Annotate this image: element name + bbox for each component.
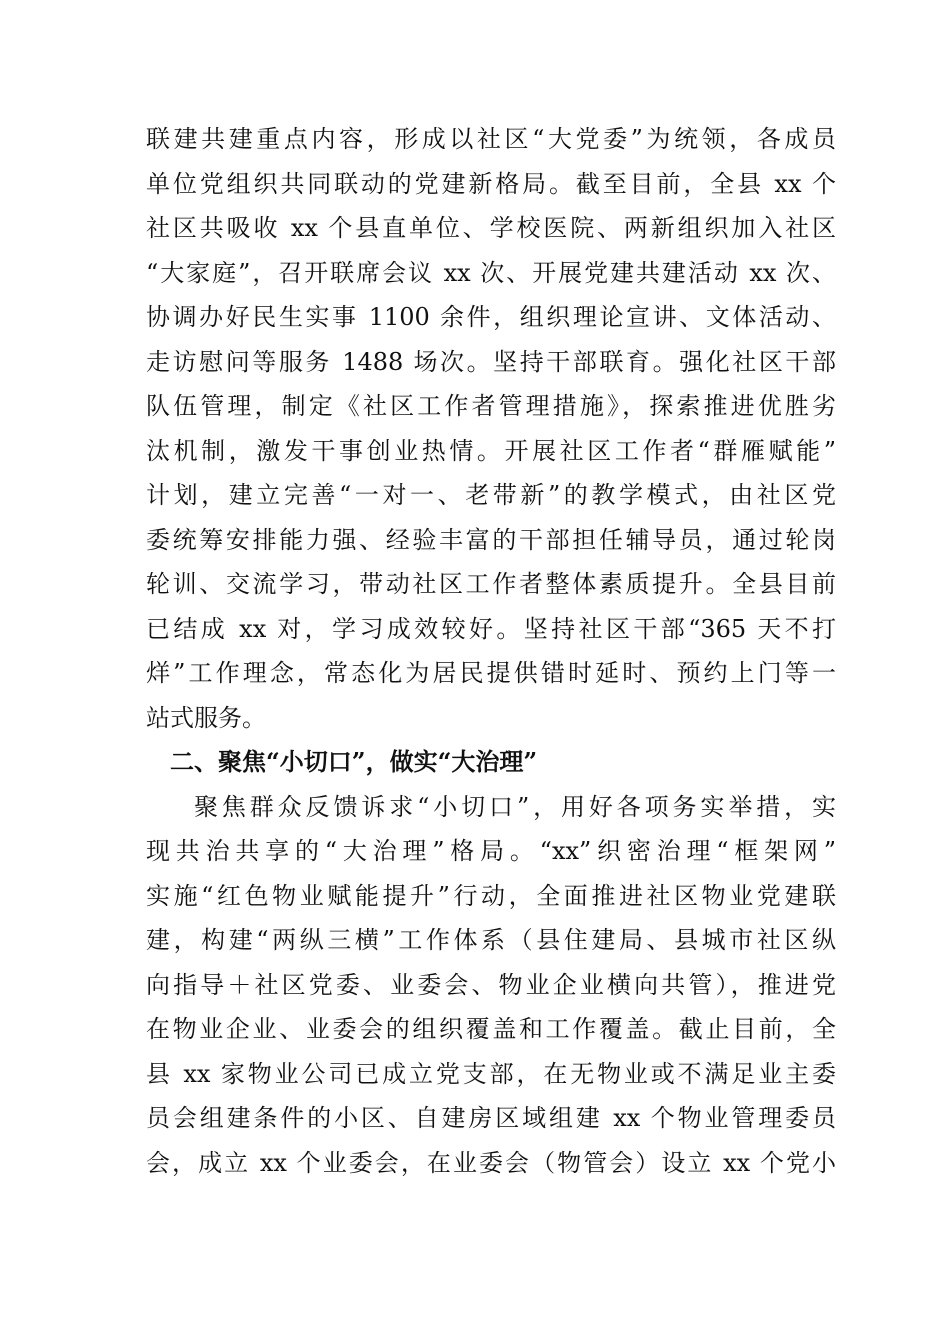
paragraph-line: 走访慰问等服务 1488 场次。坚持干部联育。强化社区干部 — [146, 347, 836, 376]
paragraph-line: 站式服务。 — [146, 703, 266, 732]
paragraph-line: 向指导＋社区党委、业委会、物业企业横向共管），推进党 — [146, 970, 836, 999]
paragraph-line: 计划，建立完善“一对一、老带新”的教学模式，由社区党 — [146, 481, 836, 509]
paragraph-line: 建，构建“两纵三横”工作体系（县住建局、县城市社区纵 — [146, 926, 836, 954]
paragraph-line: 员会组建条件的小区、自建房区域组建 xx 个物业管理委员 — [146, 1104, 836, 1132]
paragraph-line: 协调办好民生实事 1100 余件，组织理论宣讲、文体活动、 — [146, 303, 836, 331]
paragraph-line: 烊”工作理念，常态化为居民提供错时延时、预约上门等一 — [146, 659, 836, 687]
paragraph-line: 会，成立 xx 个业委会，在业委会（物管会）设立 xx 个党小 — [146, 1148, 836, 1177]
paragraph-line: 单位党组织共同联动的党建新格局。截至目前，全县 xx 个 — [146, 169, 836, 198]
paragraph-line: 现共治共享的“大治理”格局。“xx”织密治理“框架网” — [146, 837, 836, 865]
paragraph-line: 轮训、交流学习，带动社区工作者整体素质提升。全县目前 — [146, 570, 836, 598]
paragraph-line: 委统筹安排能力强、经验丰富的干部担任辅导员，通过轮岗 — [146, 525, 836, 554]
paragraph-line: 聚焦群众反馈诉求“小切口”，用好各项务实举措，实 — [194, 792, 836, 821]
paragraph-line: 已结成 xx 对，学习成效较好。坚持社区干部“365 天不打 — [146, 614, 836, 643]
paragraph-line: 汰机制，激发干事创业热情。开展社区工作者“群雁赋能” — [146, 436, 836, 465]
paragraph-line: 社区共吸收 xx 个县直单位、学校医院、两新组织加入社区 — [146, 214, 836, 242]
paragraph-line: 队伍管理，制定《社区工作者管理措施》，探索推进优胜劣 — [146, 392, 836, 420]
paragraph-line: “大家庭”，召开联席会议 xx 次、开展党建共建活动 xx 次、 — [146, 258, 836, 287]
paragraph-line: 县 xx 家物业公司已成立党支部，在无物业或不满足业主委 — [146, 1059, 836, 1088]
paragraph-line: 联建共建重点内容，形成以社区“大党委”为统领，各成员 — [146, 125, 836, 153]
paragraph-line: 在物业企业、业委会的组织覆盖和工作覆盖。截止目前，全 — [146, 1015, 836, 1043]
body-text — [146, 117, 836, 1185]
section-heading: 二、聚焦“小切口”，做实“大治理” — [170, 747, 538, 776]
paragraph-line: 实施“红色物业赋能提升”行动，全面推进社区物业党建联 — [146, 881, 836, 910]
